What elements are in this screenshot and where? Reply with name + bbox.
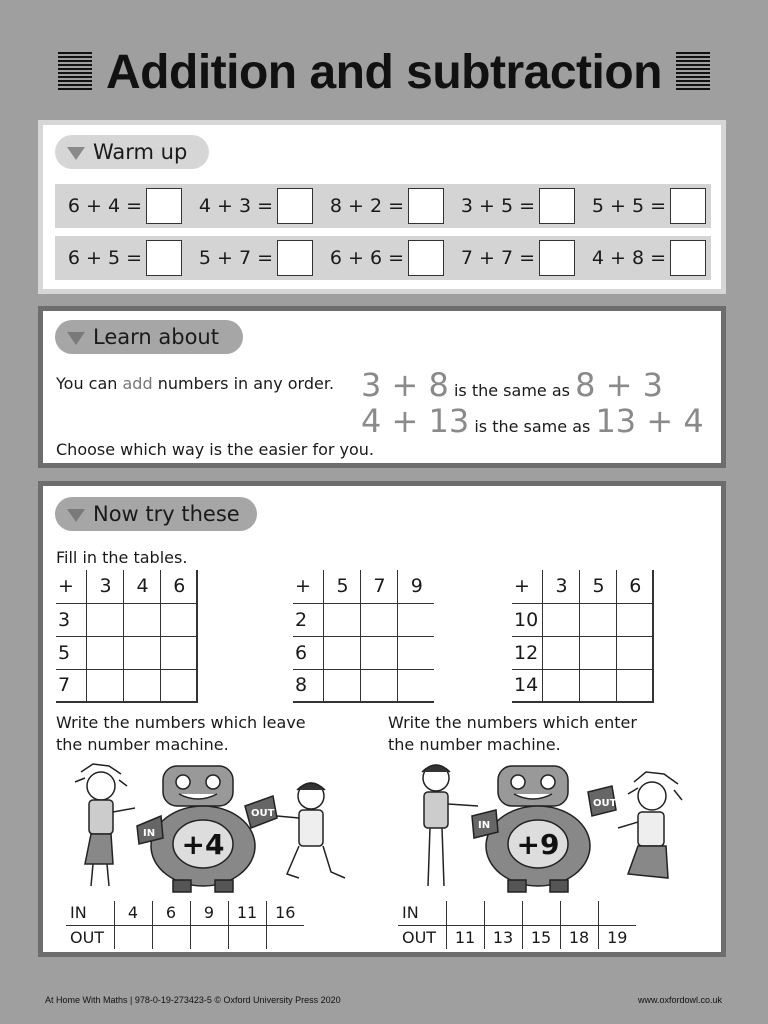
warm-up-item — [55, 184, 186, 228]
page-title: Addition and subtraction — [106, 45, 662, 99]
row-header-cell: 12 — [514, 641, 539, 664]
row-header-cell: 10 — [514, 608, 539, 631]
in-label: IN — [402, 903, 419, 923]
in-answer-cell[interactable] — [446, 901, 484, 925]
sum-expression: 4 + 3 = — [198, 195, 273, 217]
answer-cell[interactable] — [360, 669, 397, 702]
header-cell: 5 — [323, 570, 360, 603]
out-answer-cell[interactable] — [152, 925, 190, 949]
sum-expression: 5 + 7 = — [198, 247, 273, 269]
out-answer-cell[interactable] — [190, 925, 228, 949]
machine-2-instruction-line-2: the number machine. — [388, 735, 561, 754]
answer-cell[interactable] — [160, 636, 197, 669]
text-segment: numbers in any order. — [152, 374, 335, 393]
out-label: OUT — [70, 927, 105, 947]
warm-up-item — [317, 184, 448, 228]
answer-cell[interactable] — [579, 669, 616, 702]
learn-about-heading-label: Learn about — [93, 325, 219, 349]
learn-text-line-1 — [56, 374, 334, 393]
warm-up-item — [186, 236, 317, 280]
row-header-cell: 8 — [295, 674, 308, 697]
answer-cell[interactable] — [86, 603, 123, 636]
answer-box[interactable] — [670, 188, 706, 224]
learn-about-heading — [55, 320, 243, 354]
number-machine-2-illustration — [398, 756, 688, 896]
sum-expression: 3 + 5 = — [460, 195, 535, 217]
answer-cell[interactable] — [579, 636, 616, 669]
boy-figure — [422, 765, 478, 886]
example-2-left: 4 + 13 — [361, 402, 470, 440]
operator-cell: + — [58, 575, 74, 598]
answer-box[interactable] — [146, 188, 182, 224]
addition-table-3 — [512, 570, 654, 703]
sum-expression: 6 + 4 = — [67, 195, 142, 217]
out-answer-cell[interactable] — [114, 925, 152, 949]
header-cell: 4 — [123, 570, 160, 603]
footer-right[interactable]: www.oxfordowl.co.uk — [637, 995, 722, 1005]
in-value: 6 — [152, 901, 190, 925]
machine-2-instruction-line-1: Write the numbers which enter — [388, 713, 637, 732]
in-value: 11 — [228, 901, 266, 925]
text-segment: You can — [56, 374, 123, 393]
machine-1-in-tag: IN — [143, 828, 156, 839]
example-1 — [361, 366, 663, 404]
machine-1-instruction-line-2: the number machine. — [56, 735, 229, 754]
decorative-stripes-left — [58, 52, 92, 92]
answer-cell[interactable] — [397, 636, 434, 669]
operator-cell: + — [514, 575, 530, 598]
out-answer-cell[interactable] — [228, 925, 266, 949]
header-cell: 3 — [86, 570, 123, 603]
girl-figure — [618, 772, 682, 878]
out-answer-cell[interactable] — [266, 925, 304, 949]
title-row — [0, 40, 768, 104]
machine-2-table — [398, 901, 636, 949]
out-value: 18 — [560, 925, 598, 949]
in-value: 9 — [190, 901, 228, 925]
header-cell: 6 — [616, 570, 653, 603]
now-try-panel — [38, 481, 726, 957]
sum-expression: 6 + 5 = — [67, 247, 142, 269]
learn-about-panel — [38, 306, 726, 468]
machine-2-in-tag: IN — [478, 820, 491, 831]
triangle-down-icon — [67, 332, 85, 345]
row-header-cell: 2 — [295, 608, 308, 631]
out-value: 19 — [598, 925, 636, 949]
answer-box[interactable] — [277, 240, 313, 276]
machine-1-out-tag: OUT — [251, 808, 275, 819]
answer-cell[interactable] — [616, 669, 653, 702]
warm-up-item — [55, 236, 186, 280]
sum-expression: 6 + 6 = — [329, 247, 404, 269]
girl-figure — [75, 764, 135, 886]
answer-cell[interactable] — [123, 669, 160, 702]
out-value: 11 — [446, 925, 484, 949]
warm-up-item — [579, 184, 710, 228]
answer-box[interactable] — [670, 240, 706, 276]
row-header-cell: 5 — [58, 641, 71, 664]
answer-cell[interactable] — [86, 669, 123, 702]
decorative-stripes-right — [676, 52, 710, 92]
in-answer-cell[interactable] — [598, 901, 636, 925]
triangle-down-icon — [67, 509, 85, 522]
warm-up-item — [448, 184, 579, 228]
answer-box[interactable] — [539, 188, 575, 224]
warm-up-heading-label: Warm up — [93, 140, 188, 164]
warm-up-heading — [55, 135, 209, 169]
header-cell: 5 — [579, 570, 616, 603]
answer-cell[interactable] — [579, 603, 616, 636]
header-cell: 9 — [397, 570, 434, 603]
row-header-cell: 14 — [514, 674, 539, 697]
answer-cell[interactable] — [160, 603, 197, 636]
warm-up-item — [579, 236, 710, 280]
now-try-heading-label: Now try these — [93, 502, 240, 526]
operator-cell: + — [295, 575, 311, 598]
answer-cell[interactable] — [542, 636, 579, 669]
answer-box[interactable] — [146, 240, 182, 276]
warm-up-panel — [38, 120, 726, 294]
in-label: IN — [70, 903, 87, 923]
header-cell: 6 — [160, 570, 197, 603]
answer-cell[interactable] — [616, 603, 653, 636]
header-cell: 3 — [542, 570, 579, 603]
in-value: 4 — [114, 901, 152, 925]
sum-expression: 4 + 8 = — [591, 247, 666, 269]
answer-cell[interactable] — [323, 636, 360, 669]
answer-cell[interactable] — [542, 603, 579, 636]
warm-up-item — [448, 236, 579, 280]
answer-cell[interactable] — [397, 669, 434, 702]
row-header-cell: 7 — [58, 674, 71, 697]
out-label: OUT — [402, 927, 437, 947]
boy-figure — [277, 783, 345, 878]
example-1-right: 8 + 3 — [575, 366, 663, 404]
answer-cell[interactable] — [160, 669, 197, 702]
addition-table-1 — [56, 570, 198, 703]
in-answer-cell[interactable] — [484, 901, 522, 925]
sum-expression: 7 + 7 = — [460, 247, 535, 269]
example-2-right: 13 + 4 — [595, 402, 704, 440]
example-2 — [361, 402, 704, 440]
answer-box[interactable] — [277, 188, 313, 224]
warm-up-row-1 — [55, 184, 711, 228]
answer-cell[interactable] — [123, 636, 160, 669]
answer-cell[interactable] — [542, 669, 579, 702]
answer-cell[interactable] — [360, 636, 397, 669]
answer-cell[interactable] — [323, 669, 360, 702]
example-2-mid: is the same as — [474, 417, 591, 436]
answer-cell[interactable] — [616, 636, 653, 669]
addition-table-2 — [293, 570, 434, 703]
answer-cell[interactable] — [397, 603, 434, 636]
answer-box[interactable] — [539, 240, 575, 276]
out-value: 15 — [522, 925, 560, 949]
header-cell: 7 — [360, 570, 397, 603]
tables-instruction: Fill in the tables. — [56, 548, 188, 567]
example-1-mid: is the same as — [453, 381, 570, 400]
learn-text-line-2: Choose which way is the easier for you. — [56, 440, 375, 459]
in-value: 16 — [266, 901, 304, 925]
triangle-down-icon — [67, 147, 85, 160]
answer-box[interactable] — [408, 240, 444, 276]
answer-cell[interactable] — [323, 603, 360, 636]
footer-left: At Home With Maths | 978-0-19-273423-5 © Oxford University Press 2020 — [45, 995, 341, 1005]
in-answer-cell[interactable] — [560, 901, 598, 925]
sum-expression: 8 + 2 = — [329, 195, 404, 217]
answer-cell[interactable] — [123, 603, 160, 636]
warm-up-item — [317, 236, 448, 280]
number-machine-1-illustration — [63, 756, 353, 896]
machine-2-out-tag: OUT — [593, 798, 617, 809]
add-word: add — [122, 374, 153, 393]
machine-1-operation: +4 — [181, 828, 225, 861]
warm-up-item — [186, 184, 317, 228]
machine-2-operation: +9 — [516, 828, 560, 861]
answer-cell[interactable] — [86, 636, 123, 669]
example-1-left: 3 + 8 — [361, 366, 449, 404]
answer-box[interactable] — [408, 188, 444, 224]
answer-cell[interactable] — [360, 603, 397, 636]
warm-up-row-2 — [55, 236, 711, 280]
now-try-heading — [55, 497, 257, 531]
row-header-cell: 6 — [295, 641, 308, 664]
row-header-cell: 3 — [58, 608, 71, 631]
machine-1-instruction-line-1: Write the numbers which leave — [56, 713, 306, 732]
out-value: 13 — [484, 925, 522, 949]
sum-expression: 5 + 5 = — [591, 195, 666, 217]
in-answer-cell[interactable] — [522, 901, 560, 925]
machine-1-table — [66, 901, 304, 949]
